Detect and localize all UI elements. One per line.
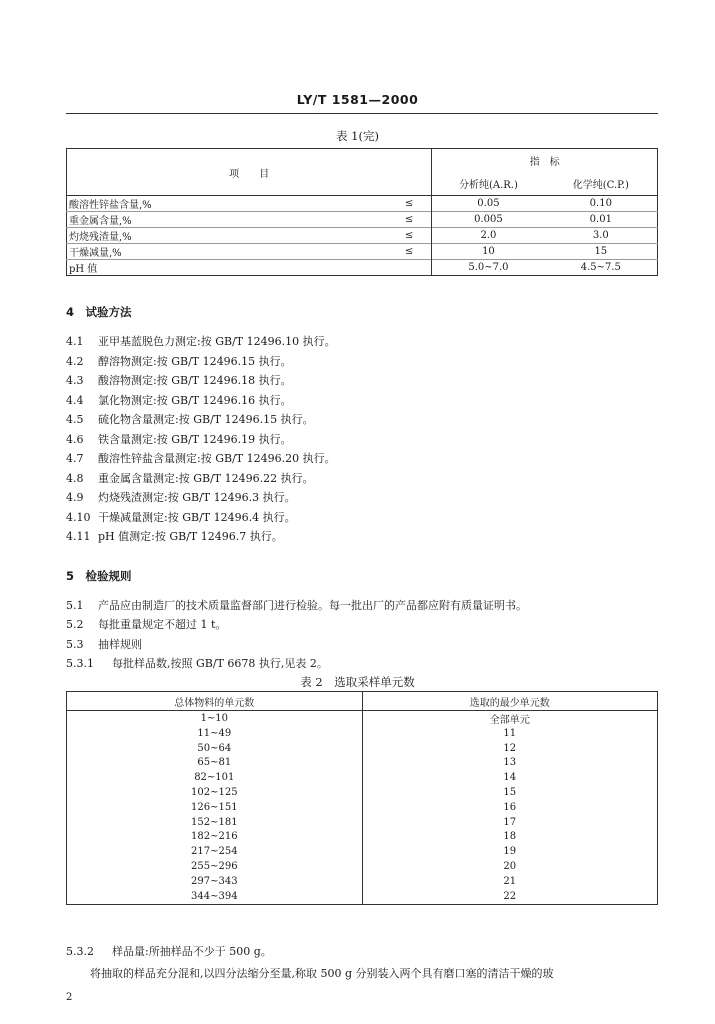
section4-item [66,489,296,505]
table1-cell-op: ≤ [375,212,432,228]
clause-text: 硫化物含量测定:按 GB/T 12496.15 执行。 [98,413,314,426]
section5-item [66,636,142,652]
table2-row [67,726,658,741]
clause-text: 灼烧残渣测定:按 GB/T 12496.3 执行。 [98,491,296,504]
clause-text: 每批样品数,按照 GB/T 6678 执行,见表 2。 [112,657,328,670]
section4-item [66,411,314,427]
table2-cell-total: 297~343 [67,874,363,889]
clause-text: 重金属含量测定:按 GB/T 12496.22 执行。 [98,471,314,485]
table2-cell-total: 11~49 [67,726,363,741]
table2-cell-min: 全部单元 [489,715,530,726]
table1-cell-op [375,260,432,276]
table2-row [67,859,658,874]
section5-title: 5 检验规则 [66,569,132,583]
table2-row [67,889,658,904]
page-number: 2 [66,992,73,1003]
section5-item [66,655,328,671]
table1-cell-item: 重金属含量,% [67,212,375,228]
section4-item [66,528,283,544]
table2-row [67,756,658,771]
table1-cell-ar: 0.005 [432,212,545,228]
table2-row [67,874,658,889]
section4-item [66,372,292,388]
table2-cell-total: 182~216 [67,830,363,845]
table1-cell-op: ≤ [375,228,432,244]
table2-cell-min: 12 [503,742,517,754]
clause-text: 醇溶物测定:按 GB/T 12496.15 执行。 [98,354,292,368]
section4-item [66,333,336,349]
table1-cell-cp: 3.0 [545,228,658,244]
table2-cell-min: 19 [503,846,517,858]
section4-item [66,509,296,525]
table2-col-total: 总体物料的单元数 [67,692,363,711]
table2-cell-total: 126~151 [67,800,363,815]
table2-cell-total: 217~254 [67,844,363,859]
section5-item [66,597,527,613]
table2-cell-total: 50~64 [67,741,363,756]
clause-number: 5.3.2 [66,945,94,958]
table2-cell-total: 65~81 [67,756,363,771]
table2-cell-min: 11 [503,727,517,739]
table2-row [67,785,658,800]
clause-text: 氯化物测定:按 GB/T 12496.16 执行。 [98,393,292,407]
clause-number: 5.2 [66,618,84,631]
section4-item [66,450,336,466]
table2-cell-min: 18 [503,831,517,843]
clause-number: 5.3.1 [66,657,94,670]
table2-cell-total: 82~101 [67,770,363,785]
table1-col-cp: 化学纯(C.P.) [545,172,658,196]
header-rule [66,113,658,114]
clause-number: 4.6 [66,432,84,446]
table1-cell-cp: 15 [545,244,658,260]
clause-text: 酸溶性锌盐含量测定:按 GB/T 12496.20 执行。 [98,452,336,465]
clause-text: 亚甲基蓝脱色力测定:按 GB/T 12496.10 执行。 [98,335,336,348]
table2-row [67,815,658,830]
clause-5-3-2 [66,943,272,959]
clause-number: 5.3 [66,638,84,651]
table2-cell-min: 13 [503,757,517,769]
table2-row [67,711,658,727]
clause-number: 5.1 [66,599,84,612]
table2-cell-min: 21 [503,875,517,887]
table2-cell-min: 16 [503,801,517,813]
clause-number: 4.1 [66,335,84,348]
table2-cell-total: 344~394 [67,889,363,904]
table2-cell-min: 22 [503,890,517,902]
clause-number: 4.5 [66,413,84,426]
clause-text: 干燥减量测定:按 GB/T 12496.4 执行。 [98,510,296,524]
table1 [66,148,658,276]
table2 [66,691,658,905]
table2-cell-total: 255~296 [67,859,363,874]
table2-cell-total: 102~125 [67,785,363,800]
clause-text: 每批重量规定不超过 1 t。 [98,618,227,631]
table2-cell-min: 15 [503,787,517,799]
section4-item [66,470,314,486]
section4-item [66,431,292,447]
table1-col-item: 项 目 [67,149,432,196]
clause-number: 4.11 [66,530,91,543]
table2-row [67,844,658,859]
table2-row [67,770,658,785]
table2-cell-min: 14 [503,772,517,784]
clause-text: 产品应由制造厂的技术质量监督部门进行检验。每一批出厂的产品都应附有质量证明书。 [98,599,527,612]
clause-text: 抽样规则 [98,638,142,651]
table1-caption: 表 1(完) [336,129,379,143]
table1-row [67,196,658,212]
table1-cell-ar: 5.0~7.0 [432,260,545,276]
clause-5-3-2-continued: 将抽取的样品充分混和,以四分法缩分至量,称取 500 g 分别装入两个具有磨口塞的清洁干燥的玻 [90,967,554,980]
clause-number: 4.10 [66,510,91,524]
clause-number: 4.3 [66,374,84,387]
table1-cell-op: ≤ [375,196,432,212]
table1-row [67,212,658,228]
table1-cell-cp: 0.01 [545,212,658,228]
clause-number: 4.7 [66,452,84,465]
table2-caption: 表 2 选取采样单元数 [300,675,415,689]
table1-cell-op: ≤ [375,244,432,260]
table2-cell-min: 20 [503,861,517,873]
table1-cell-cp: 4.5~7.5 [545,260,658,276]
table1-cell-item: 酸溶性锌盐含量,% [67,196,375,212]
clause-text: 酸溶物测定:按 GB/T 12496.18 执行。 [98,374,292,387]
table1-col-ar: 分析纯(A.R.) [432,172,545,196]
clause-text: 样品量:所抽样品不少于 500 g。 [112,945,272,958]
section4-item [66,353,292,369]
clause-number: 4.8 [66,471,84,485]
table1-cell-ar: 0.05 [432,196,545,212]
section5-item [66,616,226,632]
section4-title: 4 试验方法 [66,305,132,319]
table1-cell-ar: 10 [432,244,545,260]
clause-number: 4.9 [66,491,84,504]
table1-cell-cp: 0.10 [545,196,658,212]
table2-row [67,800,658,815]
clause-text: 铁含量测定:按 GB/T 12496.19 执行。 [98,432,292,446]
table2-cell-total: 1~10 [67,711,363,727]
table2-row [67,741,658,756]
table2-row [67,830,658,845]
section4-item [66,392,292,408]
clause-number: 4.4 [66,393,84,407]
table1-cell-item: 灼烧残渣量,% [67,228,375,244]
table1-row [67,228,658,244]
table2-cell-min: 17 [503,816,517,828]
table1-col-indicator: 指 标 [432,149,658,173]
table1-cell-ar: 2.0 [432,228,545,244]
table1-row [67,244,658,260]
table1-row [67,260,658,276]
clause-text: pH 值测定:按 GB/T 12496.7 执行。 [98,530,283,543]
clause-number: 4.2 [66,354,84,368]
table1-cell-item: pH 值 [67,260,375,276]
table2-cell-total: 152~181 [67,815,363,830]
table2-col-min: 选取的最少单元数 [469,697,550,709]
table1-cell-item: 干燥减量,% [67,244,375,260]
standard-header: LY/T 1581—2000 [296,92,419,107]
